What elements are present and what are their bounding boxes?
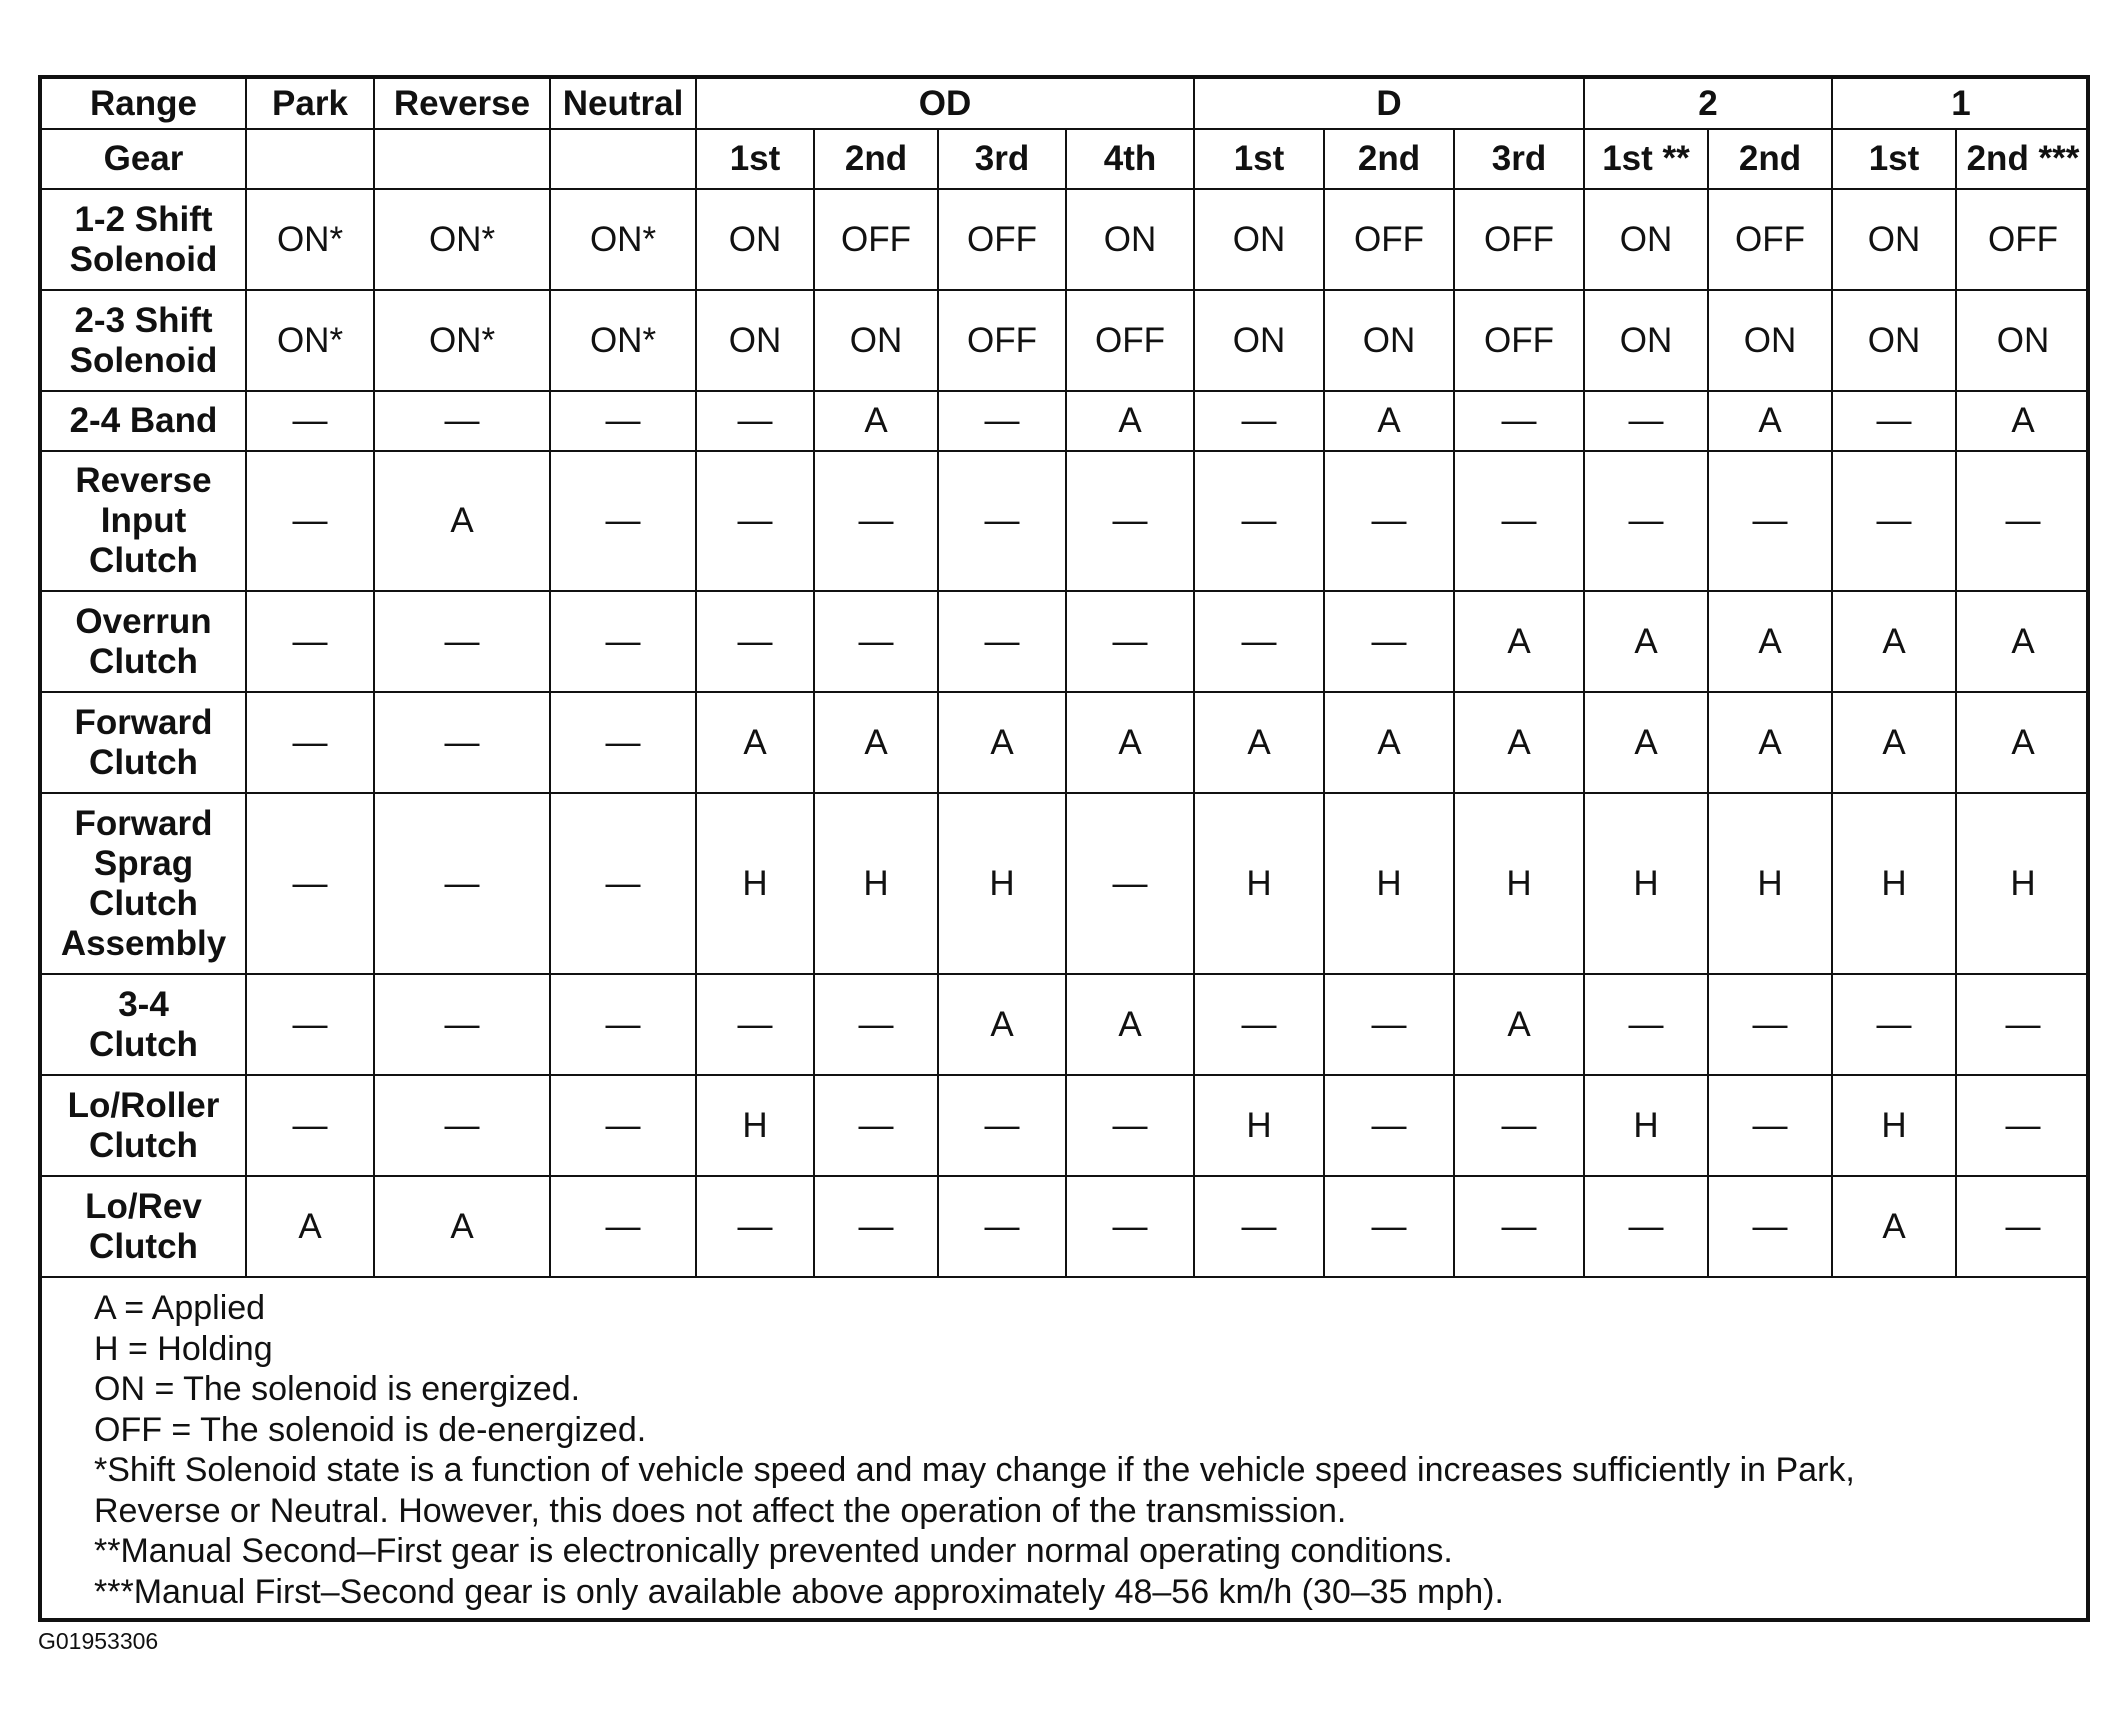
state-cell: — xyxy=(550,1075,696,1176)
state-cell: A xyxy=(1956,591,2089,692)
state-cell: H xyxy=(1194,793,1324,974)
note-line: H = Holding xyxy=(94,1329,273,1368)
state-cell: H xyxy=(1194,1075,1324,1176)
state-cell: — xyxy=(814,1075,938,1176)
component-row xyxy=(42,189,2089,290)
state-cell: — xyxy=(696,451,814,591)
state-cell: — xyxy=(938,1075,1066,1176)
state-cell: OFF xyxy=(814,189,938,290)
state-cell: A xyxy=(1584,591,1708,692)
state-cell: H xyxy=(696,1075,814,1176)
range-header-label: Range xyxy=(42,79,246,129)
state-cell: OFF xyxy=(1066,290,1194,391)
state-cell: A xyxy=(938,692,1066,793)
component-label: Forward Sprag Clutch Assembly xyxy=(42,793,246,974)
note-line: OFF = The solenoid is de-energized. xyxy=(94,1410,647,1449)
state-cell: — xyxy=(246,1075,374,1176)
state-cell: A xyxy=(1832,1176,1956,1277)
state-cell: — xyxy=(246,591,374,692)
note-line: A = Applied xyxy=(94,1289,266,1327)
component-application-table xyxy=(42,79,2089,1278)
state-cell: — xyxy=(1832,974,1956,1075)
state-cell: ON xyxy=(1584,290,1708,391)
state-cell: — xyxy=(550,1176,696,1277)
state-cell: — xyxy=(938,391,1066,451)
component-row xyxy=(42,451,2089,591)
state-cell: — xyxy=(814,591,938,692)
component-label: 1-2 Shift Solenoid xyxy=(42,189,246,290)
state-cell: — xyxy=(1708,451,1832,591)
state-cell: — xyxy=(1584,451,1708,591)
state-cell: ON xyxy=(1956,290,2089,391)
component-label: Lo/Rev Clutch xyxy=(42,1176,246,1277)
gear-header-cell: 3rd xyxy=(1454,129,1584,189)
state-cell: — xyxy=(374,974,550,1075)
state-cell: ON* xyxy=(550,189,696,290)
state-cell: — xyxy=(1956,451,2089,591)
state-cell: A xyxy=(1066,692,1194,793)
component-label: Reverse Input Clutch xyxy=(42,451,246,591)
state-cell: OFF xyxy=(938,189,1066,290)
state-cell: A xyxy=(814,391,938,451)
state-cell: OFF xyxy=(1324,189,1454,290)
state-cell: — xyxy=(1454,1176,1584,1277)
component-label: 3-4 Clutch xyxy=(42,974,246,1075)
state-cell: A xyxy=(1832,692,1956,793)
component-row xyxy=(42,1176,2089,1277)
gear-header-cell: 2nd *** xyxy=(1956,129,2089,189)
gear-header-cell: 4th xyxy=(1066,129,1194,189)
range-header-cell: 1 xyxy=(1832,79,2089,129)
state-cell: — xyxy=(1324,591,1454,692)
state-cell: — xyxy=(1324,1176,1454,1277)
state-cell: ON* xyxy=(246,189,374,290)
shift-solenoid-application-chart xyxy=(38,75,2090,1622)
state-cell: — xyxy=(550,451,696,591)
state-cell: H xyxy=(696,793,814,974)
range-header-cell: Neutral xyxy=(550,79,696,129)
state-cell: H xyxy=(1832,1075,1956,1176)
gear-header-cell: 2nd xyxy=(1324,129,1454,189)
state-cell: — xyxy=(1066,793,1194,974)
state-cell: — xyxy=(1324,451,1454,591)
state-cell: A xyxy=(374,1176,550,1277)
legend-notes xyxy=(42,1278,2086,1618)
state-cell: — xyxy=(1324,1075,1454,1176)
state-cell: — xyxy=(1324,974,1454,1075)
state-cell: — xyxy=(1194,1176,1324,1277)
state-cell: — xyxy=(1832,451,1956,591)
gear-header-cell: 2nd xyxy=(814,129,938,189)
state-cell: — xyxy=(1584,1176,1708,1277)
state-cell: A xyxy=(246,1176,374,1277)
state-cell: A xyxy=(814,692,938,793)
state-cell: A xyxy=(696,692,814,793)
state-cell: H xyxy=(1832,793,1956,974)
state-cell: A xyxy=(1708,692,1832,793)
state-cell: A xyxy=(1708,591,1832,692)
state-cell: — xyxy=(1066,451,1194,591)
state-cell: OFF xyxy=(1708,189,1832,290)
state-cell: — xyxy=(1454,391,1584,451)
state-cell: OFF xyxy=(938,290,1066,391)
state-cell: — xyxy=(1454,451,1584,591)
range-header-cell: Reverse xyxy=(374,79,550,129)
state-cell: A xyxy=(1584,692,1708,793)
state-cell: — xyxy=(1194,591,1324,692)
state-cell: A xyxy=(1708,391,1832,451)
state-cell: OFF xyxy=(1454,189,1584,290)
state-cell: — xyxy=(1832,391,1956,451)
gear-header-cell xyxy=(246,129,374,189)
state-cell: — xyxy=(550,793,696,974)
state-cell: H xyxy=(1324,793,1454,974)
state-cell: A xyxy=(1066,974,1194,1075)
state-cell: ON xyxy=(1324,290,1454,391)
state-cell: A xyxy=(1454,974,1584,1075)
state-cell: — xyxy=(246,793,374,974)
state-cell: — xyxy=(696,391,814,451)
gear-header-cell xyxy=(374,129,550,189)
state-cell: — xyxy=(1066,1075,1194,1176)
state-cell: — xyxy=(696,1176,814,1277)
state-cell: ON xyxy=(1832,290,1956,391)
gear-header-cell: 1st xyxy=(696,129,814,189)
state-cell: — xyxy=(246,974,374,1075)
state-cell: — xyxy=(374,793,550,974)
state-cell: — xyxy=(246,391,374,451)
state-cell: H xyxy=(1584,793,1708,974)
range-header-cell: D xyxy=(1194,79,1584,129)
state-cell: A xyxy=(1454,591,1584,692)
range-header-row xyxy=(42,79,2089,129)
note-line: ***Manual First–Second gear is only available above approximately 48–56 km/h (30–35 mph). xyxy=(94,1572,1504,1611)
state-cell: — xyxy=(1584,391,1708,451)
state-cell: — xyxy=(938,591,1066,692)
component-label: Forward Clutch xyxy=(42,692,246,793)
state-cell: — xyxy=(1708,974,1832,1075)
state-cell: A xyxy=(938,974,1066,1075)
state-cell: A xyxy=(1956,391,2089,451)
state-cell: — xyxy=(246,451,374,591)
state-cell: — xyxy=(1708,1176,1832,1277)
gear-header-cell: 1st xyxy=(1194,129,1324,189)
state-cell: A xyxy=(1832,591,1956,692)
state-cell: — xyxy=(550,974,696,1075)
component-row xyxy=(42,974,2089,1075)
state-cell: A xyxy=(1956,692,2089,793)
state-cell: — xyxy=(550,692,696,793)
gear-header-cell xyxy=(550,129,696,189)
state-cell: A xyxy=(1324,692,1454,793)
state-cell: ON xyxy=(696,290,814,391)
note-line: *Shift Solenoid state is a function of vehicle speed and may change if the vehicle speed increases sufficiently in Park, Reverse or Neutral. However, this does not affect the operation of the transmission. xyxy=(94,1451,1855,1530)
state-cell: — xyxy=(1584,974,1708,1075)
state-cell: — xyxy=(696,974,814,1075)
state-cell: — xyxy=(374,591,550,692)
state-cell: — xyxy=(374,692,550,793)
range-header-cell: 2 xyxy=(1584,79,1832,129)
state-cell: H xyxy=(1584,1075,1708,1176)
state-cell: A xyxy=(1194,692,1324,793)
component-row xyxy=(42,591,2089,692)
state-cell: — xyxy=(246,692,374,793)
state-cell: ON xyxy=(1708,290,1832,391)
state-cell: — xyxy=(1956,974,2089,1075)
figure-id: G01953306 xyxy=(38,1628,159,1654)
state-cell: H xyxy=(1708,793,1832,974)
state-cell: ON xyxy=(1194,290,1324,391)
component-row xyxy=(42,1075,2089,1176)
note-line: **Manual Second–First gear is electronically prevented under normal operating conditions. xyxy=(94,1532,1453,1570)
range-header-cell: Park xyxy=(246,79,374,129)
state-cell: — xyxy=(374,391,550,451)
state-cell: ON xyxy=(1194,189,1324,290)
state-cell: ON* xyxy=(374,189,550,290)
state-cell: — xyxy=(1708,1075,1832,1176)
state-cell: — xyxy=(1956,1176,2089,1277)
state-cell: — xyxy=(1194,451,1324,591)
state-cell: — xyxy=(1956,1075,2089,1176)
component-label: Lo/Roller Clutch xyxy=(42,1075,246,1176)
state-cell: H xyxy=(1454,793,1584,974)
state-cell: — xyxy=(1454,1075,1584,1176)
state-cell: — xyxy=(1066,591,1194,692)
state-cell: — xyxy=(814,974,938,1075)
state-cell: OFF xyxy=(1956,189,2089,290)
state-cell: — xyxy=(696,591,814,692)
state-cell: ON xyxy=(696,189,814,290)
component-row xyxy=(42,692,2089,793)
gear-header-cell: 1st xyxy=(1832,129,1956,189)
component-label: 2-4 Band xyxy=(42,391,246,451)
gear-header-cell: 3rd xyxy=(938,129,1066,189)
state-cell: A xyxy=(1324,391,1454,451)
note-line: ON = The solenoid is energized. xyxy=(94,1370,581,1408)
state-cell: A xyxy=(1066,391,1194,451)
state-cell: H xyxy=(938,793,1066,974)
gear-header-label: Gear xyxy=(42,129,246,189)
state-cell: — xyxy=(1194,974,1324,1075)
component-row xyxy=(42,391,2089,451)
state-cell: — xyxy=(1066,1176,1194,1277)
component-label: Overrun Clutch xyxy=(42,591,246,692)
state-cell: — xyxy=(938,451,1066,591)
component-label: 2-3 Shift Solenoid xyxy=(42,290,246,391)
state-cell: ON* xyxy=(246,290,374,391)
state-cell: — xyxy=(814,451,938,591)
state-cell: ON* xyxy=(374,290,550,391)
state-cell: — xyxy=(550,391,696,451)
state-cell: ON xyxy=(814,290,938,391)
state-cell: ON xyxy=(1832,189,1956,290)
range-header-cell: OD xyxy=(696,79,1194,129)
state-cell: H xyxy=(814,793,938,974)
state-cell: — xyxy=(550,591,696,692)
state-cell: — xyxy=(1194,391,1324,451)
state-cell: — xyxy=(938,1176,1066,1277)
gear-header-cell: 1st ** xyxy=(1584,129,1708,189)
gear-header-cell: 2nd xyxy=(1708,129,1832,189)
component-row xyxy=(42,793,2089,974)
state-cell: ON xyxy=(1584,189,1708,290)
component-row xyxy=(42,290,2089,391)
state-cell: — xyxy=(814,1176,938,1277)
state-cell: A xyxy=(1454,692,1584,793)
state-cell: A xyxy=(374,451,550,591)
gear-header-row xyxy=(42,129,2089,189)
state-cell: ON xyxy=(1066,189,1194,290)
state-cell: H xyxy=(1956,793,2089,974)
state-cell: — xyxy=(374,1075,550,1176)
state-cell: ON* xyxy=(550,290,696,391)
state-cell: OFF xyxy=(1454,290,1584,391)
